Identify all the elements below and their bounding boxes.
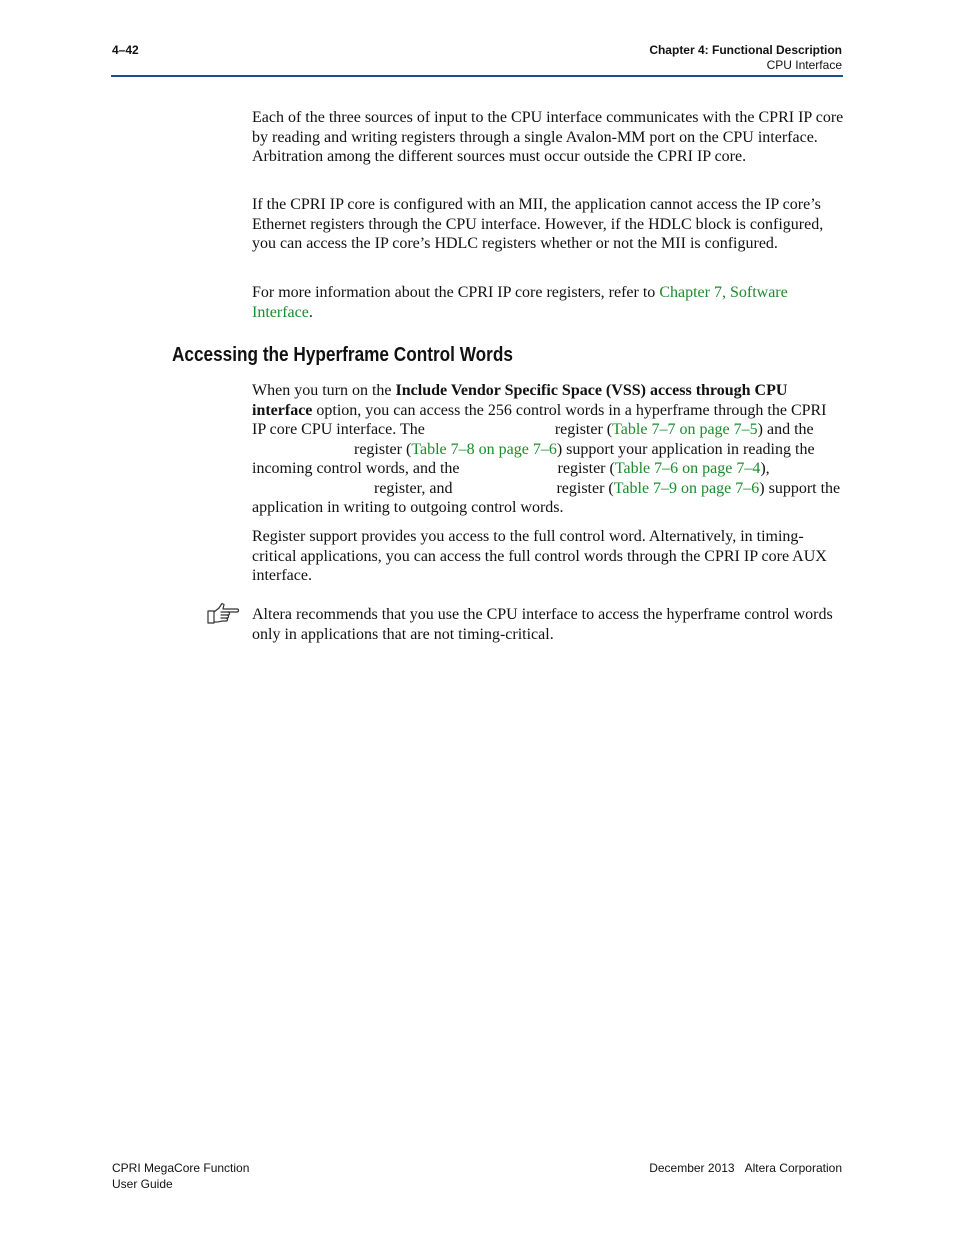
vss-option-name: Include Vendor Specific Space (VSS) access through CPU interface xyxy=(252,382,788,419)
header-rule xyxy=(111,75,843,77)
pointing-hand-icon xyxy=(206,602,240,626)
intro-paragraph-2: If the CPRI IP core is configured with an MII, the application cannot access the IP core’s Ethernet registers through the CPU interface. However, if the HDLC block is configured, you can access the IP core’s HDLC registers whether or not the MII is configured. xyxy=(252,196,824,252)
section-heading: Accessing the Hyperframe Control Words xyxy=(172,344,513,366)
table-7-9-link[interactable]: Table 7–9 on page 7–6 xyxy=(613,479,760,497)
company-name: Altera Corporation xyxy=(744,1161,842,1175)
table-7-6-link[interactable]: Table 7–6 on page 7–4 xyxy=(614,460,761,477)
section-paragraph-2: Register support provides you access to the full control word. Alternatively, in timing-critical applications, you can access the full control words through the CPRI IP core AUX interface. xyxy=(252,528,827,584)
running-header xyxy=(649,43,842,73)
intro-paragraph-3: For more information about the CPRI IP core registers, refer to Chapter 7, Software Interface. xyxy=(252,284,788,321)
section-paragraph-1: When you turn on the Include Vendor Specific Space (VSS) access through CPU interface option, you can access the 256 control words in a hyperframe through the CPRI IP core CPU interface. The register (Table 7–7 on page 7–5) and the register (Table 7–8 on page 7–6) support your application in reading the incoming control words, and the register (Table 7–6 on page 7–4), register, and register (Table 7–9 on page 7–6) support the application in writing to outgoing control words. xyxy=(252,382,841,516)
table-7-7-link[interactable]: Table 7–7 on page 7–5 xyxy=(612,421,758,438)
footer-left xyxy=(112,1160,249,1192)
chapter-title: Chapter 4: Functional Description xyxy=(649,43,842,57)
intro-paragraph-1: Each of the three sources of input to the CPU interface communicates with the CPRI IP core by reading and writing registers through a single Avalon-MM port on the CPU interface. Arbitration among the different sources must occur outside the CPRI IP core. xyxy=(252,109,844,165)
page-number: 4–42 xyxy=(112,43,139,57)
chapter-7-link[interactable]: Chapter 7, Software Interface xyxy=(252,284,788,321)
note-text: Altera recommends that you use the CPU interface to access the hyperframe control words only in applications that are not timing-critical. xyxy=(252,606,833,643)
footer-right xyxy=(649,1160,842,1176)
product-name: CPRI MegaCore Function xyxy=(112,1161,250,1175)
publish-date: December 2013 xyxy=(649,1161,735,1175)
section-name: CPU Interface xyxy=(766,58,842,72)
table-7-8-link[interactable]: Table 7–8 on page 7–6 xyxy=(411,440,557,458)
guide-name: User Guide xyxy=(112,1177,173,1191)
